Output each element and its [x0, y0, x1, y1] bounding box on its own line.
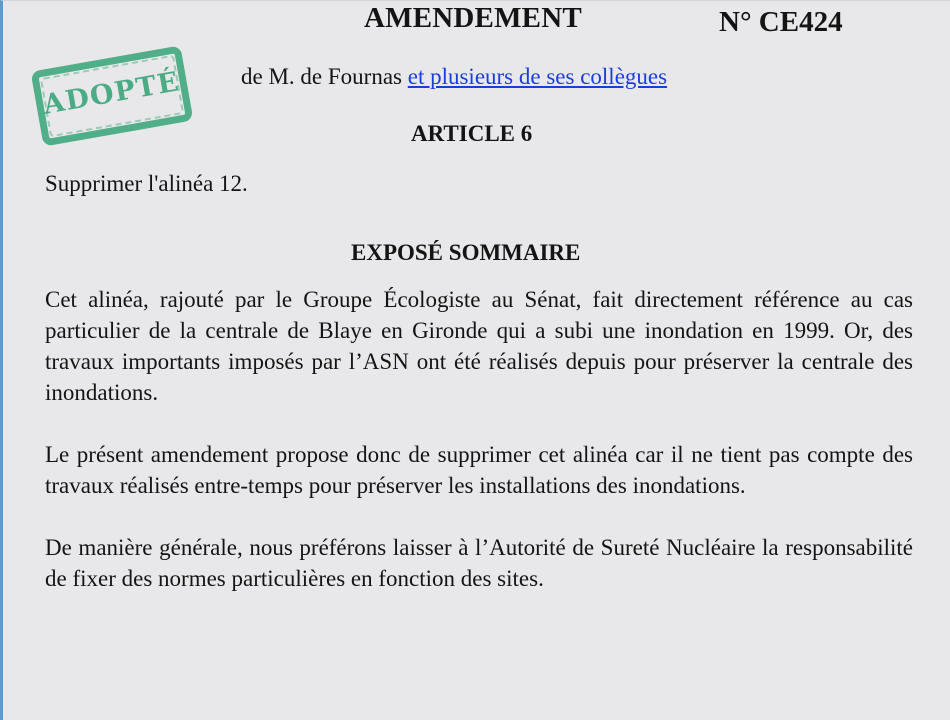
authors-prefix: de M. de Fournas: [241, 64, 402, 89]
amendment-directive: Supprimer l'alinéa 12.: [45, 171, 248, 196]
expose-body: [45, 284, 913, 625]
colleagues-link[interactable]: et plusieurs de ses collègues: [407, 64, 668, 89]
amendment-number: N° CE424: [719, 6, 843, 38]
expose-paragraph: De manière générale, nous préférons laisser à l’Autorité de Sureté Nucléaire la responsabilité de fixer des normes particulières en fonction des sites.: [45, 535, 913, 591]
amendment-title: AMENDEMENT: [364, 2, 582, 34]
expose-paragraph: Le présent amendement propose donc de supprimer cet alinéa car il ne tient pas compte des travaux réalisés entre-temps pour préserver les installations des inondations.: [45, 442, 913, 498]
authors-line: [241, 64, 667, 90]
expose-heading: EXPOSÉ SOMMAIRE: [351, 240, 581, 265]
stamp-label: ADOPTÉ: [40, 66, 183, 121]
expose-paragraph: Cet alinéa, rajouté par le Groupe Écologiste au Sénat, fait directement référence au cas particulier de la centrale de Blaye en Gironde qui a subi une inondation en 1999. Or, des travaux importants imposés par l’ASN ont été réalisés depuis pour préserver la centrale des inondations.: [45, 287, 913, 405]
article-heading: ARTICLE 6: [411, 121, 533, 146]
